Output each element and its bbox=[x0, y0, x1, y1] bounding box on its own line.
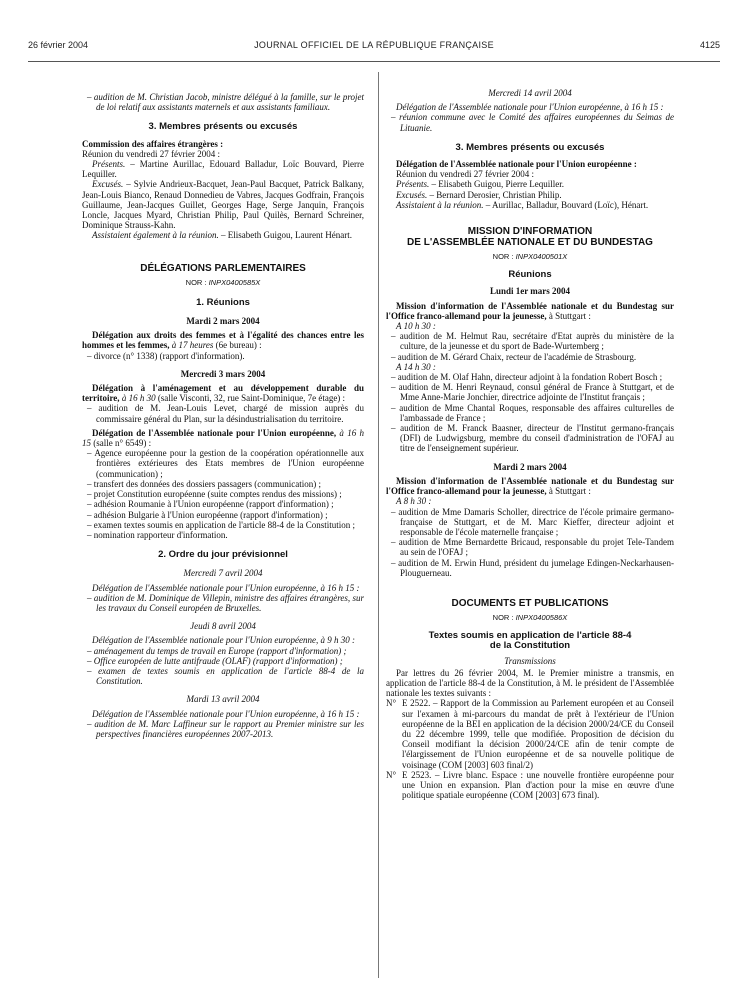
presents: Présents. – Martine Aurillac, Edouard Balladur, Loïc Bouvard, Pierre Lequiller. bbox=[82, 159, 364, 180]
agenda-item: – adhésion Bulgarie à l'Union européenne (rapport d'information) ; bbox=[87, 509, 328, 520]
delegation-entry: Délégation à l'aménagement et au développement durable du territoire, à 16 h 30 (salle Visconti, 32, rue Saint-Dominique, 7e étage) : bbox=[82, 383, 364, 404]
time-slot: A 14 h 30 : bbox=[396, 361, 436, 372]
delegation-entry: Délégation de l'Assemblée nationale pour l'Union européenne, à 16 h 15 (salle n° 6549) : bbox=[82, 427, 364, 449]
meeting-date: Mercredi 7 avril 2004 bbox=[183, 568, 263, 579]
agenda-item: – audition de Mme Chantal Roques, responsable des affaires culturelles de l'ambassade de France ; bbox=[391, 402, 674, 423]
intro-item: – audition de M. Christian Jacob, ministre délégué à la famille, sur le projet de loi relatif aux assistants maternels et aux assistants familiaux. bbox=[87, 92, 364, 113]
agenda-item: – audition de M. Erwin Hund, président du jumelage Edingen-Neckarhausen-Plouguerneau. bbox=[391, 557, 674, 578]
agenda-item: – audition de M. Helmut Rau, secrétaire d'Etat auprès du ministère de la culture, de la jeunesse et du sport de Bade-Wurtemberg ; bbox=[391, 331, 674, 352]
section-title: 2. Ordre du jour prévisionnel bbox=[158, 549, 288, 561]
agenda-item: – réunion commune avec le Comité des affaires européennes du Seimas de Lituanie. bbox=[391, 112, 674, 133]
agenda-item: – audition de M. Olaf Hahn, directeur adjoint à la fondation Robert Bosch ; bbox=[391, 372, 663, 383]
header-date: 26 février 2004 bbox=[28, 40, 89, 50]
mission-entry: Mission d'information de l'Assemblée nationale et du Bundestag sur l'Office franco-allemand pour la jeunesse, à Stuttgart : bbox=[386, 475, 674, 497]
agenda-item: – nomination rapporteur d'information. bbox=[87, 529, 228, 540]
transmission-item: N° E 2523. – Livre blanc. Espace : une nouvelle frontière européenne pour une Union en expansion. Plan d'action pour la mise en œuvre d'une politique spatiale européenne (COM [2003] 673 final). bbox=[386, 769, 674, 801]
meeting-date: Mardi 2 mars 2004 bbox=[493, 461, 567, 472]
section-title: 3. Membres présents ou excusés bbox=[455, 141, 605, 153]
section-title: 3. Membres présents ou excusés bbox=[148, 121, 298, 133]
delegations-title: DÉLÉGATIONS PARLEMENTAIRES bbox=[140, 262, 306, 274]
agenda-item: – audition de M. Franck Baasner, directeur de l'Institut germano-français (DFI) de Ludwigsburg, membre du conseil d'administration de l'OFAJ au titre de l'enseignement supérieur. bbox=[391, 423, 674, 454]
excuses: Excusés. – Sylvie Andrieux-Bacquet, Jean-Paul Bacquet, Patrick Balkany, Jean-Louis Bianco, Renaud Donnedieu de Vabres, Jacques Godfrain, François Guillaume, Jean-Jacques Guillet, Georges Hage, Serge Janquin, François Loncle, Jacques Myard, Christian Philip, Paul Quilès, Bernard Schreiner, Dominique Strauss-Kahn. bbox=[82, 179, 364, 231]
agenda-item: – Agence européenne pour la gestion de la coopération opérationnelle aux frontières extérieures des Etats membres de l'Union européenne (communication) ; bbox=[87, 448, 364, 479]
reunion-date: Réunion du vendredi 27 février 2004 : bbox=[82, 148, 220, 159]
textes-title: Textes soumis en application de l'article 88-4 de la Constitution bbox=[428, 630, 632, 652]
agenda-item: – aménagement du temps de travail en Europe (rapport d'information) ; bbox=[87, 645, 347, 656]
column-divider bbox=[378, 72, 379, 978]
agenda-item: – divorce (n° 1338) (rapport d'information). bbox=[87, 350, 245, 361]
time-slot: A 10 h 30 : bbox=[396, 321, 436, 332]
nor-reference: NOR : INPX0400586X bbox=[492, 612, 568, 622]
nor-reference: NOR : INPX0400585X bbox=[185, 277, 261, 287]
agenda-item: – examen de textes soumis en application de l'article 88-4 de la Constitution. bbox=[87, 665, 364, 687]
section-title: Réunions bbox=[508, 269, 552, 281]
delegation-entry: Délégation de l'Assemblée nationale pour l'Union européenne, à 16 h 15 : bbox=[92, 708, 360, 719]
agenda-item: – audition de M. Jean-Louis Levet, chargé de mission auprès du commissaire général du Plan, sur la désindustrialisation du territoire. bbox=[87, 403, 364, 424]
delegation-entry: Délégation aux droits des femmes et à l'égalité des chances entre les hommes et les femmes, à 17 heures (6e bureau) : bbox=[82, 330, 364, 351]
agenda-item: – audition de M. Dominique de Villepin, ministre des affaires étrangères, sur les travaux du Conseil européen de Bruxelles. bbox=[87, 592, 364, 613]
agenda-item: – Office européen de lutte antifraude (OLAF) (rapport d'information) ; bbox=[87, 655, 343, 666]
mission-entry: Mission d'information de l'Assemblée nationale et du Bundestag sur l'Office franco-allemand pour la jeunesse, à Stuttgart : bbox=[386, 300, 674, 321]
delegation-name: Délégation de l'Assemblée nationale pour l'Union européenne : bbox=[396, 159, 637, 170]
meeting-date: Mercredi 14 avril 2004 bbox=[488, 88, 572, 98]
agenda-item: – adhésion Roumanie à l'Union européenne (rapport d'information) ; bbox=[87, 499, 334, 510]
right-column bbox=[386, 88, 674, 800]
time-slot: A 8 h 30 : bbox=[396, 496, 432, 507]
transmission-item: N° E 2522. – Rapport de la Commission au Parlement européen et au Conseil sur l'examen à mi-parcours du mandat de prêt à l'extérieur de l'Union européenne de la BEI en application de la décision 2000/24/CE du Conseil du 22 décembre 1999, telle que modifiée. Proposition de décision du Conseil modifiant la décision 2000/24/CE afin de tenir compte de l'élargissement de l'Union européenne et de sa nouvelle politique de voisinage (COM [2003] 603 final/2) bbox=[386, 698, 674, 770]
meeting-date: Mercredi 3 mars 2004 bbox=[180, 368, 266, 379]
delegation-entry: Délégation de l'Assemblée nationale pour l'Union européenne, à 16 h 15 : bbox=[92, 582, 360, 593]
left-column bbox=[82, 92, 364, 739]
meeting-date: Jeudi 8 avril 2004 bbox=[190, 621, 256, 632]
documents-title: DOCUMENTS ET PUBLICATIONS bbox=[451, 597, 609, 609]
reunion-date: Réunion du vendredi 27 février 2004 : bbox=[396, 169, 534, 180]
header-page-number: 4125 bbox=[699, 40, 720, 50]
meeting-date: Mardi 13 avril 2004 bbox=[186, 694, 260, 705]
agenda-item: – audition de Mme Bernardette Bricaud, responsable du projet Tele-Tandem au sein de l'OFAJ ; bbox=[391, 537, 674, 558]
agenda-item: – examen textes soumis en application de l'article 88-4 de la Constitution ; bbox=[87, 519, 356, 530]
header-journal-title: JOURNAL OFFICIEL DE LA RÉPUBLIQUE FRANÇAISE bbox=[254, 40, 494, 50]
transmissions-intro: Par lettres du 26 février 2004, M. le Premier ministre a transmis, en application de l'article 88-4 de la Constitution, à M. le président de l'Assemblée nationale les textes suivants : bbox=[386, 667, 674, 699]
commission-name: Commission des affaires étrangères : bbox=[82, 138, 224, 149]
page-header bbox=[28, 40, 720, 54]
delegation-entry: Délégation de l'Assemblée nationale pour l'Union européenne, à 16 h 15 : bbox=[396, 102, 664, 113]
transmissions-heading: Transmissions bbox=[504, 655, 556, 666]
meeting-date: Mardi 2 mars 2004 bbox=[186, 316, 260, 327]
presents: Présents. – Elisabeth Guigou, Pierre Lequiller. bbox=[396, 179, 564, 190]
agenda-item: – audition de Mme Damaris Scholler, directrice de l'école primaire germano-française de Stuttgart, et de M. Marc Kieffer, directeur adjoint et responsable de l'école maternelle française ; bbox=[391, 506, 674, 537]
mission-title: MISSION D'INFORMATION DE L'ASSEMBLÉE NATIONALE ET DU BUNDESTAG bbox=[407, 226, 653, 249]
agenda-item: – audition de M. Marc Laffineur sur le rapport au Premier ministre sur les perspectives financières européennes 2007-2013. bbox=[87, 718, 364, 739]
delegation-entry: Délégation de l'Assemblée nationale pour l'Union européenne, à 9 h 30 : bbox=[92, 635, 355, 646]
excuses: Excusés. – Bernard Derosier, Christian Philip. bbox=[396, 189, 562, 200]
section-title: 1. Réunions bbox=[196, 296, 250, 308]
agenda-item: – transfert des données des dossiers passagers (communication) ; bbox=[87, 478, 321, 489]
agenda-item: – audition de M. Gérard Chaix, recteur de l'académie de Strasbourg. bbox=[391, 351, 637, 362]
assistaient: Assistaient également à la réunion. – Elisabeth Guigou, Laurent Hénart. bbox=[92, 230, 352, 241]
nor-reference: NOR : INPX0400501X bbox=[492, 252, 568, 262]
agenda-item: – audition de M. Henri Reynaud, consul général de France à Stuttgart, et de Mme Anne-Marie Jonchier, directrice adjointe de l'Institut français ; bbox=[391, 382, 674, 403]
header-rule bbox=[28, 61, 720, 62]
agenda-item: – projet Constitution européenne (suite comptes rendus des missions) ; bbox=[87, 489, 342, 500]
assistaient: Assistaient à la réunion. – Aurillac, Balladur, Bouvard (Loïc), Hénart. bbox=[396, 199, 649, 210]
meeting-date: Lundi 1er mars 2004 bbox=[489, 286, 571, 297]
